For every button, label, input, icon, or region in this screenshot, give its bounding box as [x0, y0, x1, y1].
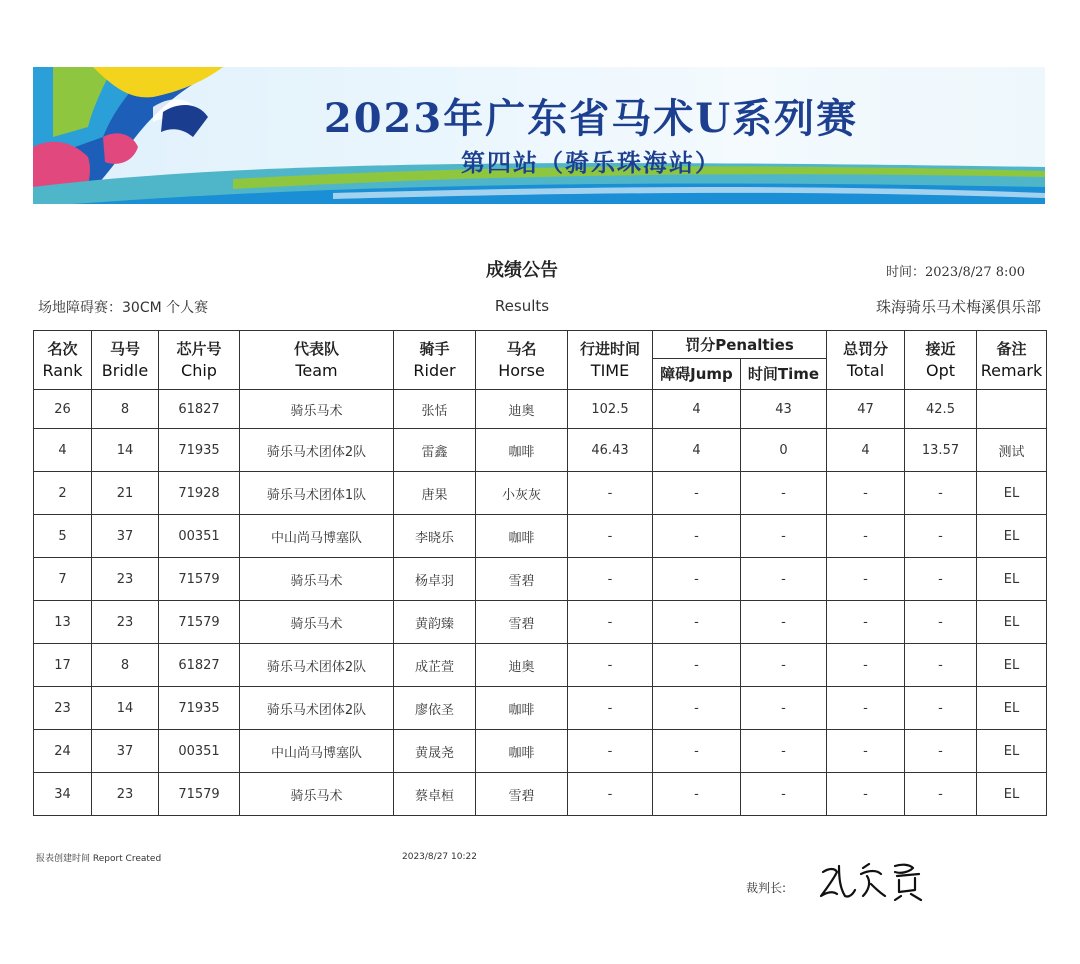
cell-rider: 张恬: [394, 390, 476, 429]
cell-total: -: [827, 687, 905, 730]
event-name: 场地障碍赛：30CM 个人赛: [38, 300, 209, 316]
cell-team: 骑乐马术团体2队: [240, 429, 394, 472]
cell-rank: 13: [34, 601, 92, 644]
cell-horse: 雪碧: [476, 773, 568, 816]
document-title: 成绩公告: [486, 260, 558, 281]
cell-remark: EL: [977, 644, 1047, 687]
cell-rank: 34: [34, 773, 92, 816]
cell-opt: -: [905, 515, 977, 558]
table-row: [34, 773, 1047, 816]
cell-total: -: [827, 601, 905, 644]
cell-time-pen: -: [741, 515, 827, 558]
cell-time: -: [568, 601, 653, 644]
cell-jump: -: [653, 730, 741, 773]
event-banner: [33, 67, 1045, 204]
table-row: [34, 472, 1047, 515]
table-row: [34, 730, 1047, 773]
cell-rank: 24: [34, 730, 92, 773]
cell-chip: 71935: [159, 429, 240, 472]
cell-remark: EL: [977, 730, 1047, 773]
cell-rider: 李晓乐: [394, 515, 476, 558]
cell-rank: 7: [34, 558, 92, 601]
cell-time: -: [568, 773, 653, 816]
cell-team: 骑乐马术: [240, 390, 394, 429]
col-header-opt: 接近 Opt: [905, 331, 977, 390]
cell-horse: 迪奥: [476, 390, 568, 429]
cell-chip: 00351: [159, 515, 240, 558]
cell-rider: 成芷萱: [394, 644, 476, 687]
cell-total: -: [827, 515, 905, 558]
cell-remark: [977, 390, 1047, 429]
table-row: [34, 601, 1047, 644]
cell-jump: -: [653, 472, 741, 515]
col-header-total: 总罚分 Total: [827, 331, 905, 390]
table-row: [34, 644, 1047, 687]
cell-total: -: [827, 558, 905, 601]
cell-chip: 71935: [159, 687, 240, 730]
cell-bridle: 23: [92, 773, 159, 816]
cell-bridle: 14: [92, 687, 159, 730]
cell-chip: 71579: [159, 601, 240, 644]
cell-bridle: 8: [92, 390, 159, 429]
cell-bridle: 37: [92, 730, 159, 773]
cell-remark: EL: [977, 601, 1047, 644]
cell-time: -: [568, 730, 653, 773]
cell-bridle: 23: [92, 601, 159, 644]
cell-rider: 黄韵臻: [394, 601, 476, 644]
cell-remark: EL: [977, 558, 1047, 601]
cell-total: 4: [827, 429, 905, 472]
cell-opt: -: [905, 687, 977, 730]
cell-time: -: [568, 644, 653, 687]
cell-jump: -: [653, 687, 741, 730]
cell-team: 骑乐马术团体2队: [240, 687, 394, 730]
cell-time: -: [568, 515, 653, 558]
col-header-time: 行进时间 TIME: [568, 331, 653, 390]
table-row: [34, 515, 1047, 558]
chief-judge-label: 裁判长:: [746, 881, 787, 895]
table-row: [34, 429, 1047, 472]
col-header-chip: 芯片号 Chip: [159, 331, 240, 390]
cell-time-pen: -: [741, 773, 827, 816]
cell-time-pen: -: [741, 472, 827, 515]
cell-bridle: 14: [92, 429, 159, 472]
cell-team: 中山尚马博塞队: [240, 515, 394, 558]
cell-chip: 00351: [159, 730, 240, 773]
cell-opt: -: [905, 472, 977, 515]
cell-rider: 蔡卓桓: [394, 773, 476, 816]
cell-opt: 42.5: [905, 390, 977, 429]
cell-team: 中山尚马博塞队: [240, 730, 394, 773]
cell-remark: EL: [977, 472, 1047, 515]
col-header-team: 代表队 Team: [240, 331, 394, 390]
cell-remark: EL: [977, 773, 1047, 816]
cell-time: -: [568, 687, 653, 730]
cell-horse: 迪奥: [476, 644, 568, 687]
cell-jump: -: [653, 773, 741, 816]
banner-subtitle: 第四站（骑乐珠海站）: [461, 148, 721, 177]
cell-opt: -: [905, 730, 977, 773]
cell-total: 47: [827, 390, 905, 429]
cell-time-pen: -: [741, 601, 827, 644]
cell-team: 骑乐马术: [240, 601, 394, 644]
cell-bridle: 23: [92, 558, 159, 601]
cell-rider: 唐果: [394, 472, 476, 515]
cell-chip: 61827: [159, 390, 240, 429]
cell-opt: -: [905, 773, 977, 816]
cell-rank: 5: [34, 515, 92, 558]
cell-jump: -: [653, 601, 741, 644]
results-body: [34, 390, 1047, 816]
cell-team: 骑乐马术: [240, 773, 394, 816]
results-label: Results: [494, 297, 550, 315]
cell-rank: 2: [34, 472, 92, 515]
cell-jump: 4: [653, 390, 741, 429]
cell-total: -: [827, 644, 905, 687]
cell-opt: -: [905, 644, 977, 687]
cell-rider: 黄晟尧: [394, 730, 476, 773]
cell-horse: 雪碧: [476, 601, 568, 644]
banner-title: 2023年广东省马术U系列赛: [323, 95, 859, 142]
cell-jump: -: [653, 644, 741, 687]
cell-opt: 13.57: [905, 429, 977, 472]
cell-opt: -: [905, 558, 977, 601]
cell-jump: -: [653, 515, 741, 558]
cell-rank: 23: [34, 687, 92, 730]
table-header-row: [34, 331, 1047, 359]
cell-chip: 71579: [159, 558, 240, 601]
cell-total: -: [827, 773, 905, 816]
cell-opt: -: [905, 601, 977, 644]
col-header-horse: 马名 Horse: [476, 331, 568, 390]
col-header-rank: 名次 Rank: [34, 331, 92, 390]
cell-rider: 杨卓羽: [394, 558, 476, 601]
col-header-rider: 骑手 Rider: [394, 331, 476, 390]
cell-chip: 61827: [159, 644, 240, 687]
cell-horse: 咖啡: [476, 429, 568, 472]
cell-time-pen: 43: [741, 390, 827, 429]
col-header-time-penalty: 时间Time: [741, 359, 827, 390]
cell-bridle: 8: [92, 644, 159, 687]
cell-time-pen: 0: [741, 429, 827, 472]
cell-rider: 雷鑫: [394, 429, 476, 472]
cell-time-pen: -: [741, 687, 827, 730]
venue-name: 珠海骑乐马术梅溪俱乐部: [875, 298, 1041, 316]
cell-time-pen: -: [741, 644, 827, 687]
col-header-penalties: 罚分Penalties: [653, 331, 827, 359]
cell-team: 骑乐马术团体1队: [240, 472, 394, 515]
cell-team: 骑乐马术团体2队: [240, 644, 394, 687]
cell-chip: 71579: [159, 773, 240, 816]
cell-horse: 咖啡: [476, 515, 568, 558]
cell-rider: 廖依圣: [394, 687, 476, 730]
cell-rank: 26: [34, 390, 92, 429]
col-header-jump: 障碍Jump: [653, 359, 741, 390]
cell-remark: 测试: [977, 429, 1047, 472]
announcement-time: 时间：2023/8/27 8:00: [886, 265, 1025, 280]
cell-bridle: 21: [92, 472, 159, 515]
cell-time: 46.43: [568, 429, 653, 472]
cell-time-pen: -: [741, 730, 827, 773]
table-row: [34, 558, 1047, 601]
col-header-remark: 备注 Remark: [977, 331, 1047, 390]
logo-horse-shape: [161, 105, 208, 137]
cell-chip: 71928: [159, 472, 240, 515]
table-row: [34, 390, 1047, 429]
cell-team: 骑乐马术: [240, 558, 394, 601]
cell-rank: 17: [34, 644, 92, 687]
cell-horse: 小灰灰: [476, 472, 568, 515]
report-created-value: 2023/8/27 10:22: [402, 852, 477, 862]
cell-rank: 4: [34, 429, 92, 472]
cell-remark: EL: [977, 687, 1047, 730]
cell-jump: -: [653, 558, 741, 601]
cell-remark: EL: [977, 515, 1047, 558]
cell-horse: 咖啡: [476, 730, 568, 773]
table-row: [34, 687, 1047, 730]
cell-horse: 雪碧: [476, 558, 568, 601]
cell-time: -: [568, 472, 653, 515]
cell-bridle: 37: [92, 515, 159, 558]
results-table: [33, 330, 1047, 816]
cell-jump: 4: [653, 429, 741, 472]
judge-signature: [815, 858, 935, 902]
cell-total: -: [827, 472, 905, 515]
cell-horse: 咖啡: [476, 687, 568, 730]
report-created-label: 报表创建时间 Report Created: [36, 854, 162, 864]
cell-total: -: [827, 730, 905, 773]
cell-time-pen: -: [741, 558, 827, 601]
col-header-bridle: 马号 Bridle: [92, 331, 159, 390]
cell-time: -: [568, 558, 653, 601]
cell-time: 102.5: [568, 390, 653, 429]
